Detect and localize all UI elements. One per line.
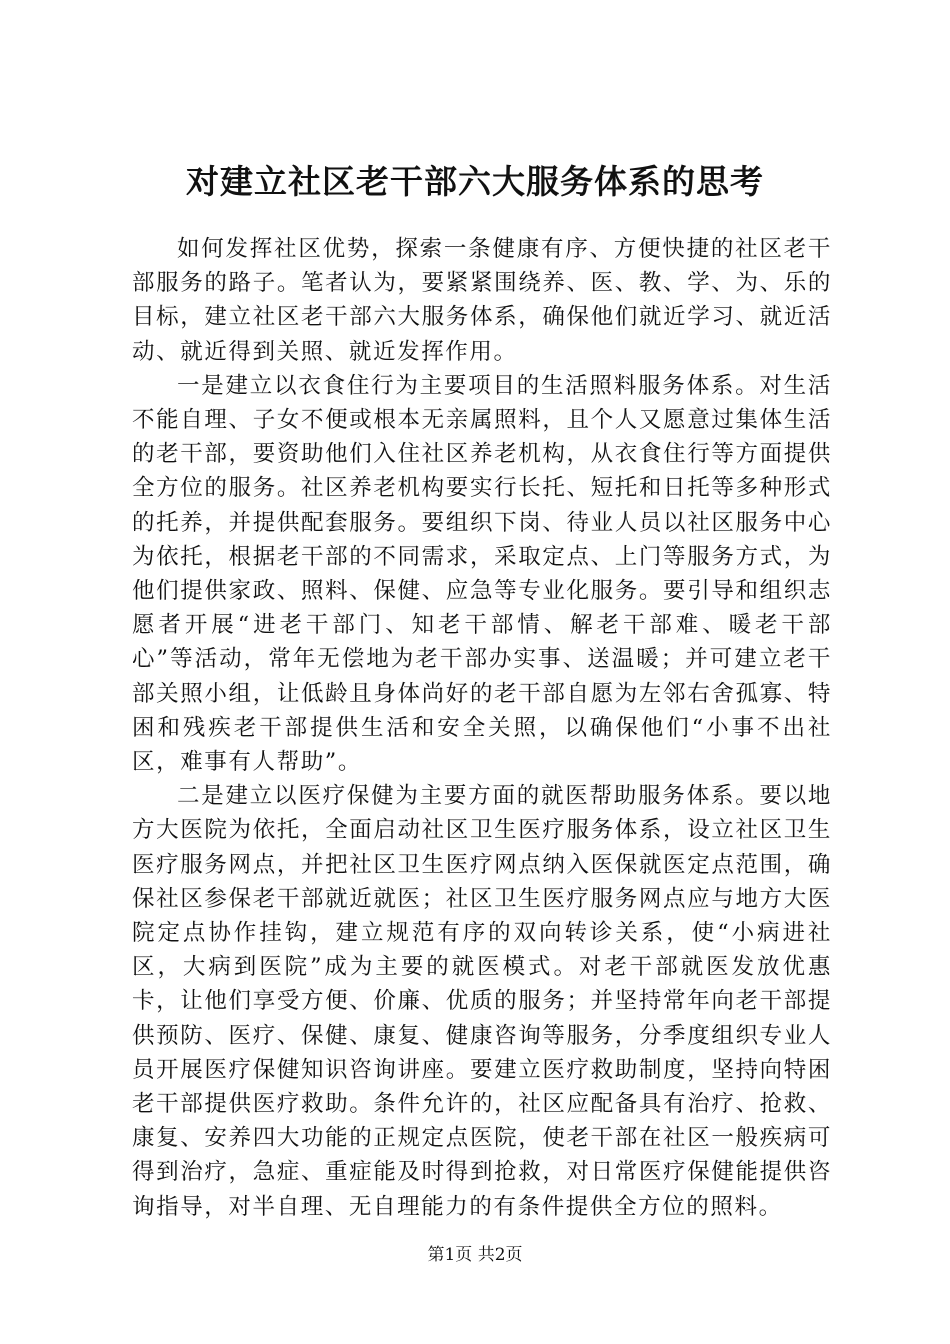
document-title: 对建立社区老干部六大服务体系的思考 xyxy=(186,162,764,201)
paragraph-living-care: 一是建立以衣食住行为主要项目的生活照料服务体系。对生活不能自理、子女不便或根本无亲属照料，且个人又愿意过集体生活的老干部，要资助他们入住社区养老机构，从衣食住行等方面提供全方位的服务。社区养老机构要实行长托、短托和日托等多种形式的托养，并提供配套服务。要组织下岗、待业人员以社区服务中心为依托，根据老干部的不同需求，采取定点、上门等服务方式，为他们提供家政、照料、保健、应急等专业化服务。要引导和组织志愿者开展“进老干部门、知老干部情、解老干部难、暖老干部心”等活动，常年无偿地为老干部办实事、送温暖；并可建立老干部关照小组，让低龄且身体尚好的老干部自愿为左邻右舍孤寡、特困和残疾老干部提供生活和安全关照，以确保他们“小事不出社区，难事有人帮助”。 xyxy=(132,372,832,776)
document-body xyxy=(132,232,832,1224)
page-footer: 第1页 共2页 xyxy=(427,1245,523,1265)
paragraph-intro: 如何发挥社区优势，探索一条健康有序、方便快捷的社区老干部服务的路子。笔者认为，要紧紧围绕养、医、教、学、为、乐的目标，建立社区老干部六大服务体系，确保他们就近学习、就近活动、就近得到关照、就近发挥作用。 xyxy=(132,236,832,365)
paragraph-medical-care: 二是建立以医疗保健为主要方面的就医帮助服务体系。要以地方大医院为依托，全面启动社区卫生医疗服务体系，设立社区卫生医疗服务网点，并把社区卫生医疗网点纳入医保就医定点范围，确保社区参保老干部就近就医；社区卫生医疗服务网点应与地方大医院定点协作挂钩，建立规范有序的双向转诊关系，使“小病进社区，大病到医院”成为主要的就医模式。对老干部就医发放优惠卡，让他们享受方便、价廉、优质的服务；并坚持常年向老干部提供预防、医疗、保健、康复、健康咨询等服务，分季度组织专业人员开展医疗保健知识咨询讲座。要建立医疗救助制度，坚持向特困老干部提供医疗救助。条件允许的，社区应配备具有治疗、抢救、康复、安养四大功能的正规定点医院，使老干部在社区一般疾病可得到治疗，急症、重症能及时得到抢救，对日常医疗保健能提供咨询指导，对半自理、无自理能力的有条件提供全方位的照料。 xyxy=(132,783,832,1220)
